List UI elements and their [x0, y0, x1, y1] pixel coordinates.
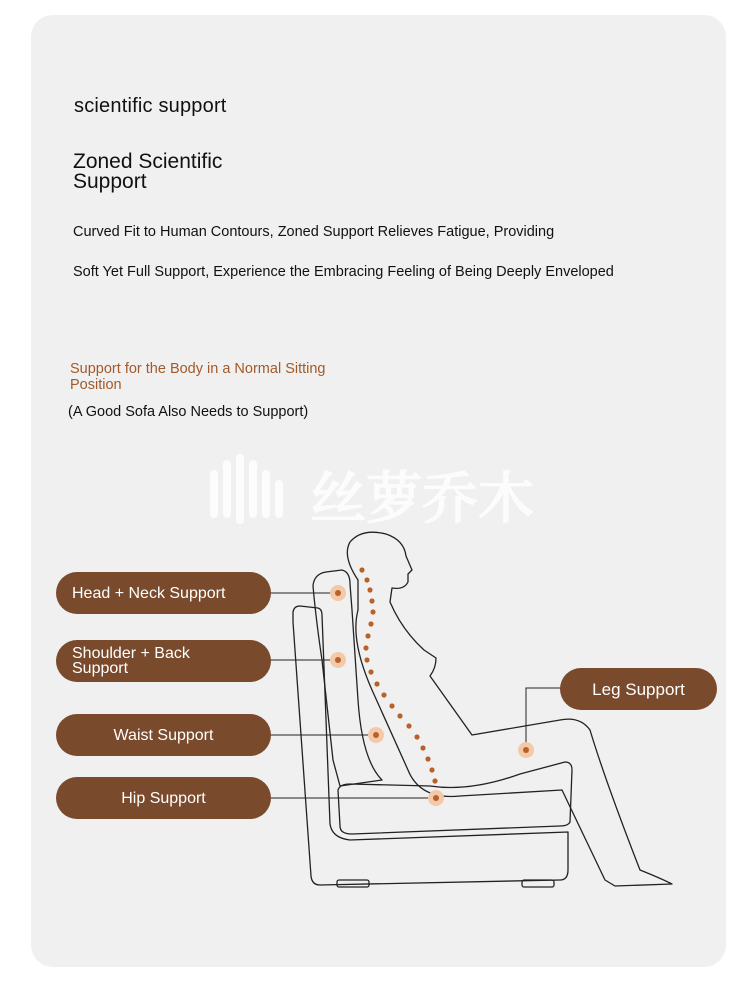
- leader-leg: [526, 688, 562, 750]
- label-hip-support: [56, 777, 271, 819]
- label-hip-text: Hip Support: [121, 789, 206, 807]
- description-line-1: Curved Fit to Human Contours, Zoned Support Relieves Fatigue, Providing: [73, 224, 555, 240]
- sitting-support-heading: Support for the Body in a Normal Sitting Position: [70, 361, 326, 393]
- label-waist-text: Waist Support: [113, 726, 214, 744]
- label-head-neck-support: [56, 572, 271, 614]
- spine-dots: [359, 567, 437, 783]
- description-line-2: Soft Yet Full Support, Experience the Embracing Feeling of Being Deeply Enveloped: [73, 264, 614, 280]
- watermark-text: 丝萝乔木: [310, 467, 534, 532]
- label-leg-support: [560, 668, 717, 710]
- label-shoulder-back-text: Shoulder + Back Support: [72, 645, 190, 677]
- page-title: Zoned Scientific Support: [73, 150, 223, 193]
- support-points: [330, 585, 534, 806]
- eyebrow-heading: scientific support: [74, 95, 227, 117]
- label-waist-support: [56, 714, 271, 756]
- sitting-support-note: (A Good Sofa Also Needs to Support): [68, 404, 309, 420]
- label-leg-text: Leg Support: [592, 679, 685, 699]
- label-head-neck-text: Head + Neck Support: [72, 584, 226, 602]
- label-shoulder-back-support: [56, 640, 271, 682]
